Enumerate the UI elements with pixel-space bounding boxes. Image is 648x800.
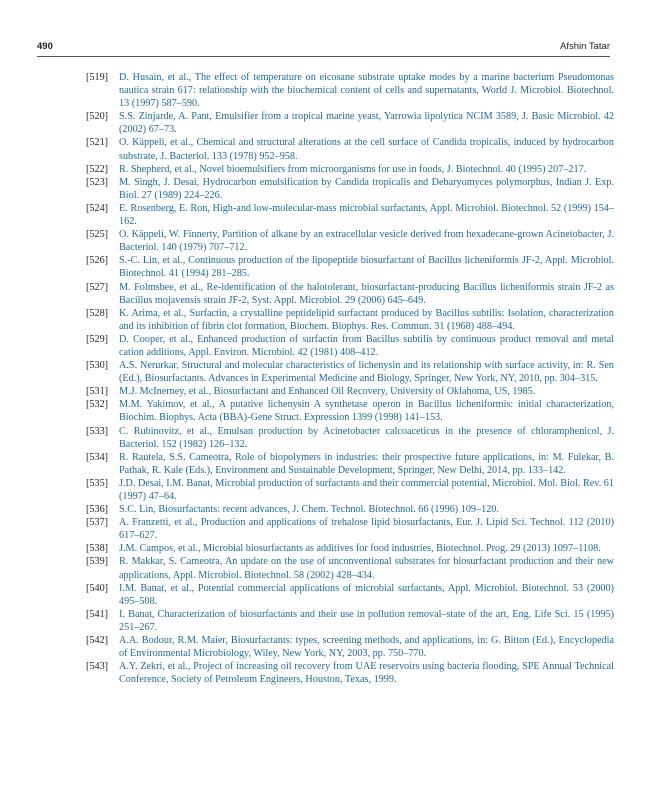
- reference-item: [86, 608, 614, 634]
- reference-item: [86, 228, 614, 254]
- page-number: 490: [37, 41, 53, 52]
- reference-text[interactable]: O. Käppeli, et al., Chemical and structural alterations at the cell surface of Candida tropicalis, induced by hydrocarbon substrate, J. Bacteriol. 133 (1978) 952–958.: [119, 137, 614, 162]
- reference-text[interactable]: M.J. McInerney, et al., Biosurfactant and Enhanced Oil Recovery, University of Oklahoma, US, 1985.: [119, 386, 536, 398]
- reference-text[interactable]: A.Y. Zekri, et al., Project of increasing oil recovery from UAE reservoirs using bacteria flooding, SPE Annual Technical Conference, Society of Petroleum Engineers, Houston, Texas, 1999.: [119, 661, 614, 686]
- reference-item: [86, 477, 614, 503]
- reference-number: [523]: [86, 176, 109, 188]
- reference-number: [532]: [86, 399, 109, 411]
- reference-text[interactable]: A.A. Bodour, R.M. Maier, Biosurfactants: types, screening methods, and applications, in: G. Bitton (Ed.), Encyclopedia of Environmental Microbiology, Wiley, New York, NY, 2003, pp. 750–770.: [119, 635, 614, 660]
- reference-text[interactable]: E. Rosenberg, E. Ron, High-and low-molecular-mass microbial surfactants, Appl. Microbiol. Biotechnol. 52 (1999) 154–162.: [119, 202, 614, 228]
- reference-item: [86, 71, 614, 110]
- reference-item: [86, 110, 614, 136]
- reference-number: [521]: [86, 137, 109, 149]
- reference-number: [542]: [86, 635, 109, 647]
- reference-item: [86, 333, 614, 359]
- reference-number: [540]: [86, 582, 109, 594]
- reference-item: [86, 136, 614, 162]
- reference-text[interactable]: R. Makkar, S. Cameotra, An update on the use of unconventional substrates for biosurfactant production and their new applications, Appl. Microbiol. Biotechnol. 58 (2002) 428–434.: [119, 556, 614, 581]
- reference-item: [86, 385, 614, 398]
- reference-text[interactable]: A. Franzetti, et al., Production and applications of trehalose lipid biosurfactants, Eur. J. Lipid Sci. Technol. 112 (2010) 617–627.: [119, 517, 614, 542]
- reference-item: [86, 163, 614, 176]
- reference-item: [86, 398, 614, 424]
- reference-number: [539]: [86, 556, 109, 568]
- reference-number: [520]: [86, 111, 109, 123]
- reference-text[interactable]: S.C. Lin, Biosurfactants: recent advances, J. Chem. Technol. Biotechnol. 66 (1996) 109–120.: [119, 504, 499, 516]
- reference-text[interactable]: D. Cooper, et al., Enhanced production of surfactin from Bacillus subtilis by continuous product removal and metal cation additions, Appl. Environ. Microbiol. 42 (1981) 408–412.: [119, 333, 614, 358]
- reference-number: [534]: [86, 451, 109, 463]
- reference-text[interactable]: S.S. Zinjarde, A. Pant, Emulsifier from a tropical marine yeast, Yarrowia lipolytica NCIM 3589, J. Basic Microbiol. 42 (2002) 67–73.: [119, 111, 614, 136]
- reference-item: [86, 660, 614, 686]
- reference-number: [538]: [86, 543, 109, 555]
- reference-item: [86, 503, 614, 516]
- reference-item: [86, 176, 614, 202]
- reference-text[interactable]: R. Shepherd, et al., Novel bioemulsifiers from microorganisms for use in foods, J. Biotechnol. 40 (1995) 207–217.: [119, 163, 587, 175]
- reference-number: [526]: [86, 255, 109, 267]
- reference-number: [536]: [86, 504, 109, 516]
- reference-number: [519]: [86, 72, 109, 83]
- reference-text[interactable]: J.M. Campos, et al., Microbial biosurfactants as additives for food industries, Biotechnol. Prog. 29 (2013) 1097–1108.: [119, 543, 601, 555]
- reference-text[interactable]: M.M. Yakimov, et al., A putative lichenysin A synthetase operon in Bacillus licheniformis: initial characterization, Biochim. Biophys. Acta (BBA)-Gene Struct. Expression 1399 (1998) 141–153.: [119, 399, 614, 424]
- reference-number: [537]: [86, 517, 109, 529]
- reference-item: [86, 425, 614, 451]
- reference-number: [530]: [86, 360, 109, 372]
- reference-text[interactable]: R. Rautela, S.S. Cameotra, Role of biopolymers in industries: their prospective future applications, in: M. Fulekar, B. Pathak, R. Kale (Eds.), Environment and Sustainable Development, Springer, New Delhi, 2014, pp. 133–142.: [119, 451, 614, 476]
- reference-number: [525]: [86, 229, 109, 241]
- reference-text[interactable]: M. Folmsbee, et al., Re-identification of the halotolerant, biosurfactant-producing Bacillus licheniformis strain JF-2 as Bacillus mojavensis strain JF-2, Syst. Appl. Microbiol. 29 (2006) 645–649.: [119, 281, 614, 306]
- header-rule: [37, 56, 610, 57]
- reference-item: [86, 254, 614, 280]
- reference-text[interactable]: K. Arima, et al., Surfactin, a crystalline peptidelipid surfactant produced by Bacillus subtilis: Isolation, characterization and its inhibition of fibrin clot formation, Biochem. Biophys. Res. Commun. 31 (1968) 488–494.: [119, 307, 614, 332]
- reference-number: [543]: [86, 661, 109, 673]
- reference-text[interactable]: C. Rubinovitz, et al., Emulsan production by Acinetobacter calcoaceticus in the presence of chloramphenicol, J. Bacteriol. 152 (1982) 126–132.: [119, 425, 614, 450]
- reference-item: [86, 516, 614, 542]
- reference-number: [535]: [86, 477, 109, 489]
- reference-text[interactable]: M. Singh, J. Desai, Hydrocarbon emulsification by Candida tropicalis and Debaryomyces polymorphus, Indian J. Exp. Biol. 27 (1989) 224–226.: [119, 176, 614, 201]
- reference-item: [86, 542, 614, 555]
- reference-number: [531]: [86, 386, 109, 398]
- reference-number: [533]: [86, 425, 109, 437]
- reference-item: [86, 634, 614, 660]
- running-author: Afshin Tatar: [560, 41, 610, 52]
- reference-number: [541]: [86, 608, 109, 620]
- reference-list: [86, 71, 614, 686]
- reference-item: [86, 281, 614, 307]
- reference-item: [86, 555, 614, 581]
- reference-item: [86, 307, 614, 333]
- reference-text[interactable]: D. Husain, et al., The effect of temperature on eicosane substrate uptake modes by a marine bacterium Pseudomonas nautica strain 617: relationship with the biochemical content of cells and supernatants, World J. Microbiol. Biotechnol. 13 (1997) 587–590.: [119, 72, 614, 110]
- reference-text[interactable]: I. Banat, Characterization of biosurfactants and their use in pollution removal–state of the art, Eng. Life Sci. 15 (1995) 251–267.: [119, 608, 614, 633]
- running-header: [37, 41, 610, 57]
- reference-item: [86, 202, 614, 228]
- reference-text[interactable]: J.D. Desai, I.M. Banat, Microbial production of surfactants and their commercial potential, Microbiol. Mol. Biol. Rev. 61 (1997) 47–64.: [119, 477, 614, 502]
- reference-text[interactable]: A.S. Nerurkar, Structural and molecular characteristics of lichenysin and its relationship with surface activity, in: R. Sen (Ed.), Biosurfactants. Advances in Experimental Medicine and Biology, Springer, New York, NY, 2010, pp. 304–315.: [119, 360, 614, 385]
- reference-item: [86, 451, 614, 477]
- reference-text[interactable]: S.-C. Lin, et al., Continuous production of the lipopeptide biosurfactant of Bacillus licheniformis JF-2, Appl. Microbiol. Biotechnol. 41 (1994) 281–285.: [119, 255, 614, 280]
- reference-item: [86, 359, 614, 385]
- reference-number: [524]: [86, 202, 109, 214]
- reference-text[interactable]: O. Käppeli, W. Finnerty, Partition of alkane by an extracellular vesicle derived from hexadecane-grown Acinetobacter, J. Bacteriol. 140 (1979) 707–712.: [119, 229, 614, 254]
- reference-number: [527]: [86, 281, 109, 293]
- reference-item: [86, 582, 614, 608]
- reference-number: [529]: [86, 333, 109, 345]
- reference-number: [528]: [86, 307, 109, 319]
- reference-text[interactable]: I.M. Banat, et al., Potential commercial applications of microbial surfactants, Appl. Microbiol. Biotechnol. 53 (2000) 495–508.: [119, 582, 614, 607]
- reference-number: [522]: [86, 163, 109, 175]
